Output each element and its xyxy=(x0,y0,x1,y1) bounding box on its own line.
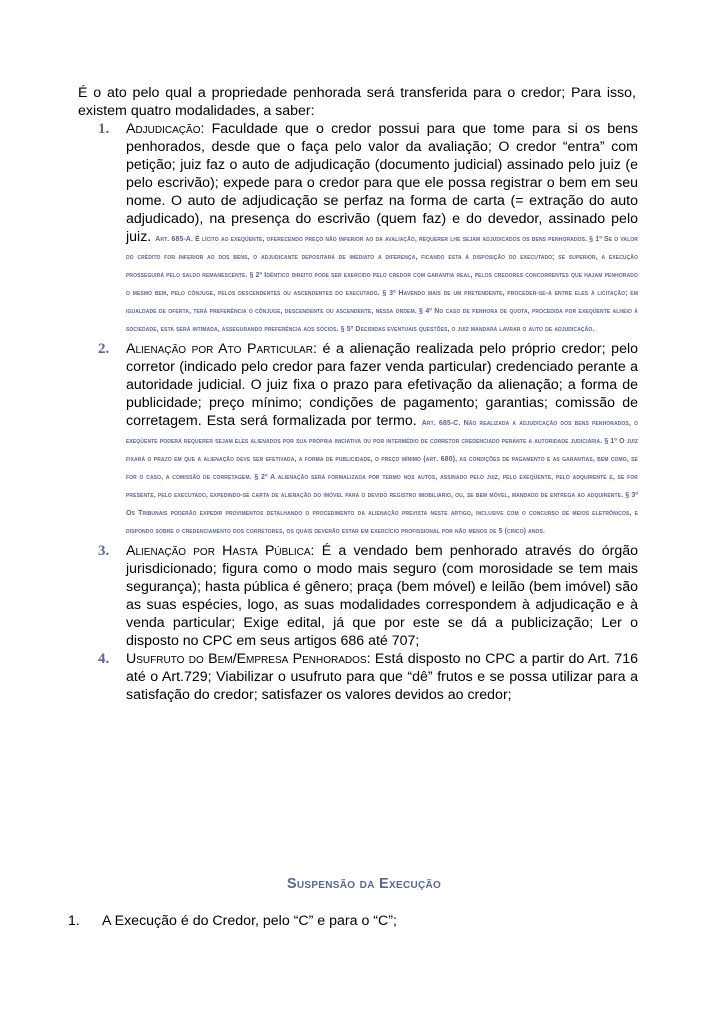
modalities-list xyxy=(78,120,638,704)
item-body xyxy=(126,542,638,650)
item-title: Alienação por Hasta Pública xyxy=(126,543,311,559)
item-number: 1. xyxy=(68,913,80,929)
item-title: Alienação por Ato Particular xyxy=(126,341,313,357)
item-number: 1. xyxy=(98,121,110,137)
item-body xyxy=(126,650,638,704)
item-title: Usufruto do Bem/Empresa Penhorados xyxy=(126,651,367,667)
section-title: Suspensão da Execução xyxy=(286,876,442,892)
suspension-list xyxy=(68,912,628,930)
item-text: : É a vendado bem penhorado através do órgão jurisdicionado; figura como o modo mais seguro (com morosidade se tem mais segurança); hasta pública é gênero; praça (bem móvel) e leilão (bem imóvel) são as suas espécies, logo, as suas modalidades correspondem à adjudicação e à venda particular; Exige edital, já que por este se dá a publicização; Ler o disposto no CPC em seus artigos 686 até 707; xyxy=(126,543,638,649)
list-item xyxy=(68,912,628,930)
item-number: 2. xyxy=(98,341,110,357)
intro-paragraph: É o ato pelo qual a propriedade penhorada será transferida para o credor; Para isso, existem quatro modalidades, a saber: xyxy=(78,85,636,119)
list-item-alienacao-particular xyxy=(78,340,638,538)
item-title: Adjudicação xyxy=(126,121,201,137)
list-item-adjudicacao xyxy=(78,120,638,336)
item-text: : Faculdade que o credor possui para que tome para si os bens penhorados, desde que o faça pelo valor da avaliação; O credor “entra” com petição; juiz faz o auto de adjudicação (documento judicial) assinado pelo juiz (e pelo escrivão); expede para o credor para que ele possa registrar o bem em seu nome. O auto de adjudicação se perfaz na forma de carta (= extração do auto adjudicado), na presença do escrivão (quem faz) e do devedor, assinado pelo juiz. xyxy=(126,121,638,245)
law-citation: Art. 685-C. Não realizada a adjudicação dos bens penhorados, o exeqüente poderá requerer sejam eles alienados por sua própria iniciativa ou por intermédio de corretor credenciado perante a autoridade judiciária. § 1º O juiz fixará o prazo em que a alienação deve ser efetivada, a forma de publicidade, o preço mínimo (art. 680), as condições de pagamento e as garantias, bem como, se for o caso, a comissão de corretagem. § 2º A alienação será formalizada por termo nos autos, assinado pelo juiz, pelo exeqüente, pelo adquirente e, se for presente, pelo executado, expedindo-se carta de alienação do imóvel para o devido registro imobiliário, ou, se bem móvel, mandado de entrega ao adquirente. § 3º Os Tribunais poderão expedir provimentos detalhando o procedimento da alienação prevista neste artigo, inclusive com o concurso de meios eletrônicos, e dispondo sobre o credenciamento dos corretores, os quais deverão estar em exercício profissional por não menos de 5 (cinco) anos. xyxy=(126,420,638,535)
item-body xyxy=(126,120,638,336)
law-citation: Art. 685-A. É lícito ao exeqüente, oferecendo preço não inferior ao da avaliação, requerer lhe sejam adjudicados os bens penhorados. § 1º Se o valor do crédito for inferior ao dos bens, o adjudicante depositará de imediato a diferença, ficando esta à disposição do executado; se superior, a execução prosseguirá pelo saldo remanescente. § 2º Idêntico direito pode ser exercido pelo credor com garantia real, pelos credores concorrentes que hajam penhorado o mesmo bem, pelo cônjuge, pelos descendentes ou ascendentes do executado. § 3º Havendo mais de um pretendente, proceder-se-á entre eles à licitação; em igualdade de oferta, terá preferência o cônjuge, descendente ou ascendente, nessa ordem. § 4º No caso de penhora de quota, procedida por exeqüente alheio à sociedade, esta será intimada, assegurando preferência aos sócios. § 5º Decididas eventuais questões, o juiz mandará lavrar o auto de adjudicação. xyxy=(126,236,638,333)
list-item-usufruto xyxy=(78,650,638,704)
item-body xyxy=(126,340,638,538)
item-number: 3. xyxy=(98,543,110,559)
item-text: A Execução é do Credor, pelo “C” e para o “C”; xyxy=(102,913,397,929)
list-item-hasta-publica xyxy=(78,542,638,650)
item-number: 4. xyxy=(98,651,110,667)
item-text: : é a alienação realizada pelo próprio credor; pelo corretor (indicado pelo credor para fazer venda particular) credenciado perante a autoridade judicial. O juiz fixa o prazo para efetivação da alienação; a forma de publicidade; preço mínimo; condições de pagamento; garantias; comissão de corretagem. Esta será formalizada por termo. xyxy=(126,341,639,429)
item-text: : Está disposto no CPC a partir do Art. 716 até o Art.729; Viabilizar o usufruto para que “dê” frutos e se possa utilizar para a satisfação do credor; satisfazer os valores devidos ao credor; xyxy=(126,651,638,703)
